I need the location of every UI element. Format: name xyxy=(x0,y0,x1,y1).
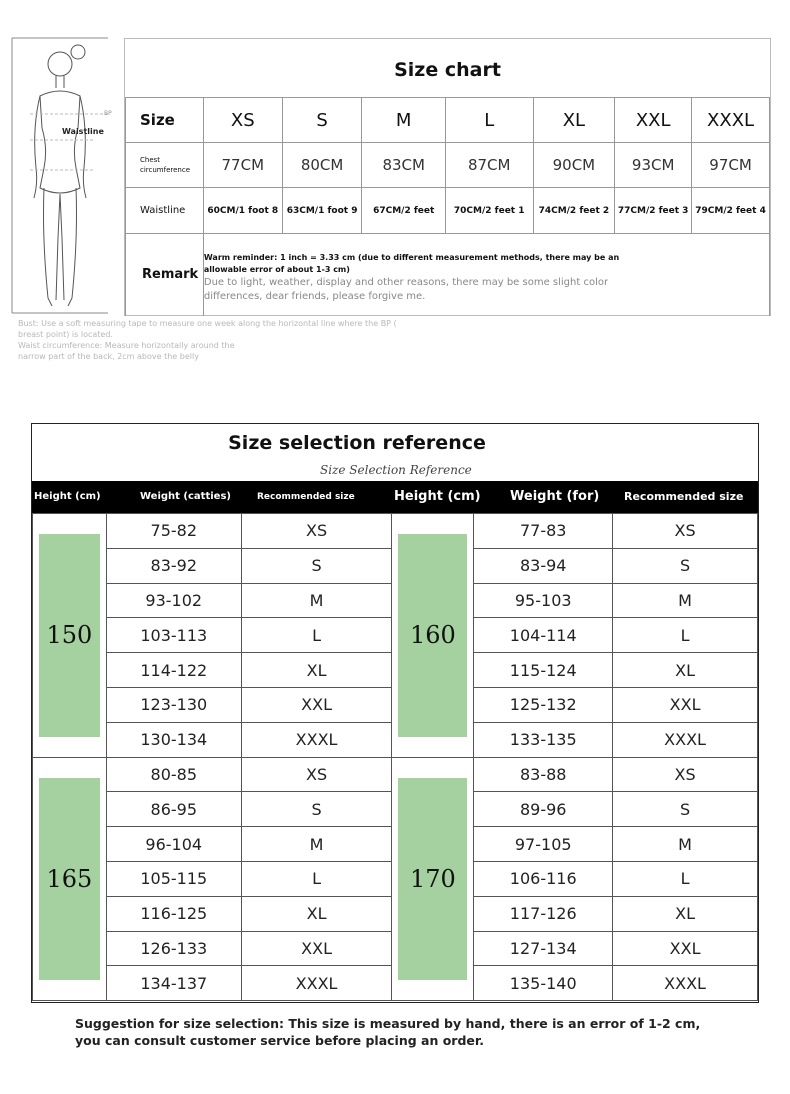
recommended-size-cell: S xyxy=(613,792,758,827)
waist-cell: 67CM/2 feet xyxy=(362,188,445,234)
note-line: Waist circumference: Measure horizontally around the xyxy=(18,341,235,350)
recommended-size-cell: XXL xyxy=(613,687,758,722)
chest-cell: 93CM xyxy=(615,143,692,188)
weight-cell: 104-114 xyxy=(474,618,613,653)
recommended-size-cell: S xyxy=(241,792,392,827)
size-cell: XL xyxy=(533,98,615,143)
recommended-size-cell: L xyxy=(613,861,758,896)
waist-cell: 77CM/2 feet 3 xyxy=(615,188,692,234)
header-height-left: Height (cm) xyxy=(34,491,101,502)
weight-cell: 126-133 xyxy=(106,931,241,966)
weight-cell: 127-134 xyxy=(474,931,613,966)
chest-cell: 80CM xyxy=(282,143,362,188)
recommended-size-cell: XL xyxy=(613,896,758,931)
recommended-size-cell: XS xyxy=(613,757,758,792)
size-cell: M xyxy=(362,98,445,143)
waistline-figure-label: Waistline xyxy=(62,127,104,136)
recommended-size-cell: XXL xyxy=(613,931,758,966)
weight-cell: 116-125 xyxy=(106,896,241,931)
height-value: 165 xyxy=(39,778,100,981)
size-cell: XXXL xyxy=(692,98,770,143)
weight-cell: 83-88 xyxy=(474,757,613,792)
height-value: 170 xyxy=(398,778,467,981)
weight-cell: 134-137 xyxy=(106,966,241,1001)
recommended-size-cell: XL xyxy=(613,653,758,688)
size-chart-title: Size chart xyxy=(394,59,501,81)
weight-cell: 106-116 xyxy=(474,861,613,896)
woman-silhouette-icon xyxy=(10,18,110,318)
remark-line: allowable error of about 1-3 cm) xyxy=(203,265,350,274)
recommended-size-cell: M xyxy=(241,583,392,618)
size-row-label: Size xyxy=(126,98,204,143)
header-rec-right: Recommended size xyxy=(624,490,744,503)
waist-cell: 70CM/2 feet 1 xyxy=(445,188,533,234)
reference-row xyxy=(33,514,758,549)
weight-cell: 103-113 xyxy=(106,618,241,653)
recommended-size-cell: XXXL xyxy=(241,722,392,757)
chest-row-label xyxy=(126,143,204,188)
waist-cell: 63CM/1 foot 9 xyxy=(282,188,362,234)
weight-cell: 135-140 xyxy=(474,966,613,1001)
body-measurement-figure xyxy=(10,18,110,318)
recommended-size-cell: L xyxy=(613,618,758,653)
bp-label: BP xyxy=(104,110,112,117)
size-selection-reference xyxy=(31,423,759,1003)
weight-cell: 130-134 xyxy=(106,722,241,757)
weight-cell: 80-85 xyxy=(106,757,241,792)
recommended-size-cell: M xyxy=(613,583,758,618)
weight-cell: 97-105 xyxy=(474,827,613,862)
waist-cell: 60CM/1 foot 8 xyxy=(203,188,282,234)
weight-cell: 77-83 xyxy=(474,514,613,549)
reference-table xyxy=(32,513,758,1001)
size-row xyxy=(126,98,770,143)
weight-cell: 125-132 xyxy=(474,687,613,722)
size-cell: XXL xyxy=(615,98,692,143)
remark-line: Warm reminder: 1 inch = 3.33 cm (due to different measurement methods, there may be an xyxy=(203,253,620,262)
recommended-size-cell: L xyxy=(241,861,392,896)
note-line: narrow part of the back, 2cm above the belly xyxy=(18,352,199,361)
recommended-size-cell: XXXL xyxy=(241,966,392,1001)
remark-row xyxy=(126,234,770,316)
weight-cell: 86-95 xyxy=(106,792,241,827)
chest-cell: 83CM xyxy=(362,143,445,188)
recommended-size-cell: S xyxy=(241,548,392,583)
chest-cell: 87CM xyxy=(445,143,533,188)
recommended-size-cell: XS xyxy=(613,514,758,549)
header-height-right: Height (cm) xyxy=(394,489,481,504)
weight-cell: 83-92 xyxy=(106,548,241,583)
size-chart xyxy=(124,38,771,316)
recommended-size-cell: XL xyxy=(241,896,392,931)
weight-cell: 133-135 xyxy=(474,722,613,757)
weight-cell: 123-130 xyxy=(106,687,241,722)
size-suggestion xyxy=(75,1015,755,1049)
weight-cell: 115-124 xyxy=(474,653,613,688)
suggestion-line: you can consult customer service before placing an order. xyxy=(75,1033,485,1048)
weight-cell: 96-104 xyxy=(106,827,241,862)
size-cell: XS xyxy=(203,98,282,143)
waist-row xyxy=(126,188,770,234)
suggestion-line: Suggestion for size selection: This size is measured by hand, there is an error of 1-2 cm, xyxy=(75,1016,701,1031)
remark-line: differences, dear friends, please forgive me. xyxy=(203,291,426,302)
size-cell: S xyxy=(282,98,362,143)
height-cell-left xyxy=(33,757,107,1001)
chest-row xyxy=(126,143,770,188)
recommended-size-cell: XXXL xyxy=(613,966,758,1001)
header-rec-left: Recommended size xyxy=(257,492,355,502)
note-line: breast point) is located. xyxy=(18,330,113,339)
weight-cell: 75-82 xyxy=(106,514,241,549)
reference-row xyxy=(33,757,758,792)
recommended-size-cell: XXL xyxy=(241,931,392,966)
weight-cell: 114-122 xyxy=(106,653,241,688)
weight-cell: 105-115 xyxy=(106,861,241,896)
reference-header-bar xyxy=(32,481,758,513)
note-line: Bust: Use a soft measuring tape to measure one week along the horizontal line where the BP ( xyxy=(18,319,397,328)
recommended-size-cell: XS xyxy=(241,514,392,549)
recommended-size-cell: XL xyxy=(241,653,392,688)
remark-label: Remark xyxy=(126,234,204,316)
height-cell-right xyxy=(392,757,474,1001)
header-weight-left: Weight (catties) xyxy=(140,491,231,502)
chest-cell: 90CM xyxy=(533,143,615,188)
chest-label-line: Chest xyxy=(140,156,161,164)
header-weight-right: Weight (for) xyxy=(510,489,600,504)
weight-cell: 93-102 xyxy=(106,583,241,618)
recommended-size-cell: XXXL xyxy=(613,722,758,757)
recommended-size-cell: L xyxy=(241,618,392,653)
weight-cell: 95-103 xyxy=(474,583,613,618)
weight-cell: 117-126 xyxy=(474,896,613,931)
chest-cell: 97CM xyxy=(692,143,770,188)
height-value: 160 xyxy=(398,534,467,737)
size-chart-table xyxy=(125,97,770,316)
recommended-size-cell: M xyxy=(241,827,392,862)
height-cell-left xyxy=(33,514,107,758)
chest-cell: 77CM xyxy=(203,143,282,188)
reference-subtitle: Size Selection Reference xyxy=(320,463,472,477)
height-cell-right xyxy=(392,514,474,758)
weight-cell: 89-96 xyxy=(474,792,613,827)
height-value: 150 xyxy=(39,534,100,737)
recommended-size-cell: S xyxy=(613,548,758,583)
recommended-size-cell: M xyxy=(613,827,758,862)
remark-line: Due to light, weather, display and other reasons, there may be some slight color xyxy=(203,277,609,288)
remark-text xyxy=(203,234,769,316)
chest-label-line: circumference xyxy=(140,166,191,174)
waist-cell: 74CM/2 feet 2 xyxy=(533,188,615,234)
recommended-size-cell: XS xyxy=(241,757,392,792)
weight-cell: 83-94 xyxy=(474,548,613,583)
reference-title: Size selection reference xyxy=(228,432,486,454)
size-cell: L xyxy=(445,98,533,143)
waist-cell: 79CM/2 feet 4 xyxy=(692,188,770,234)
measurement-notes xyxy=(18,318,478,362)
waist-row-label: Waistline xyxy=(126,188,204,234)
recommended-size-cell: XXL xyxy=(241,687,392,722)
